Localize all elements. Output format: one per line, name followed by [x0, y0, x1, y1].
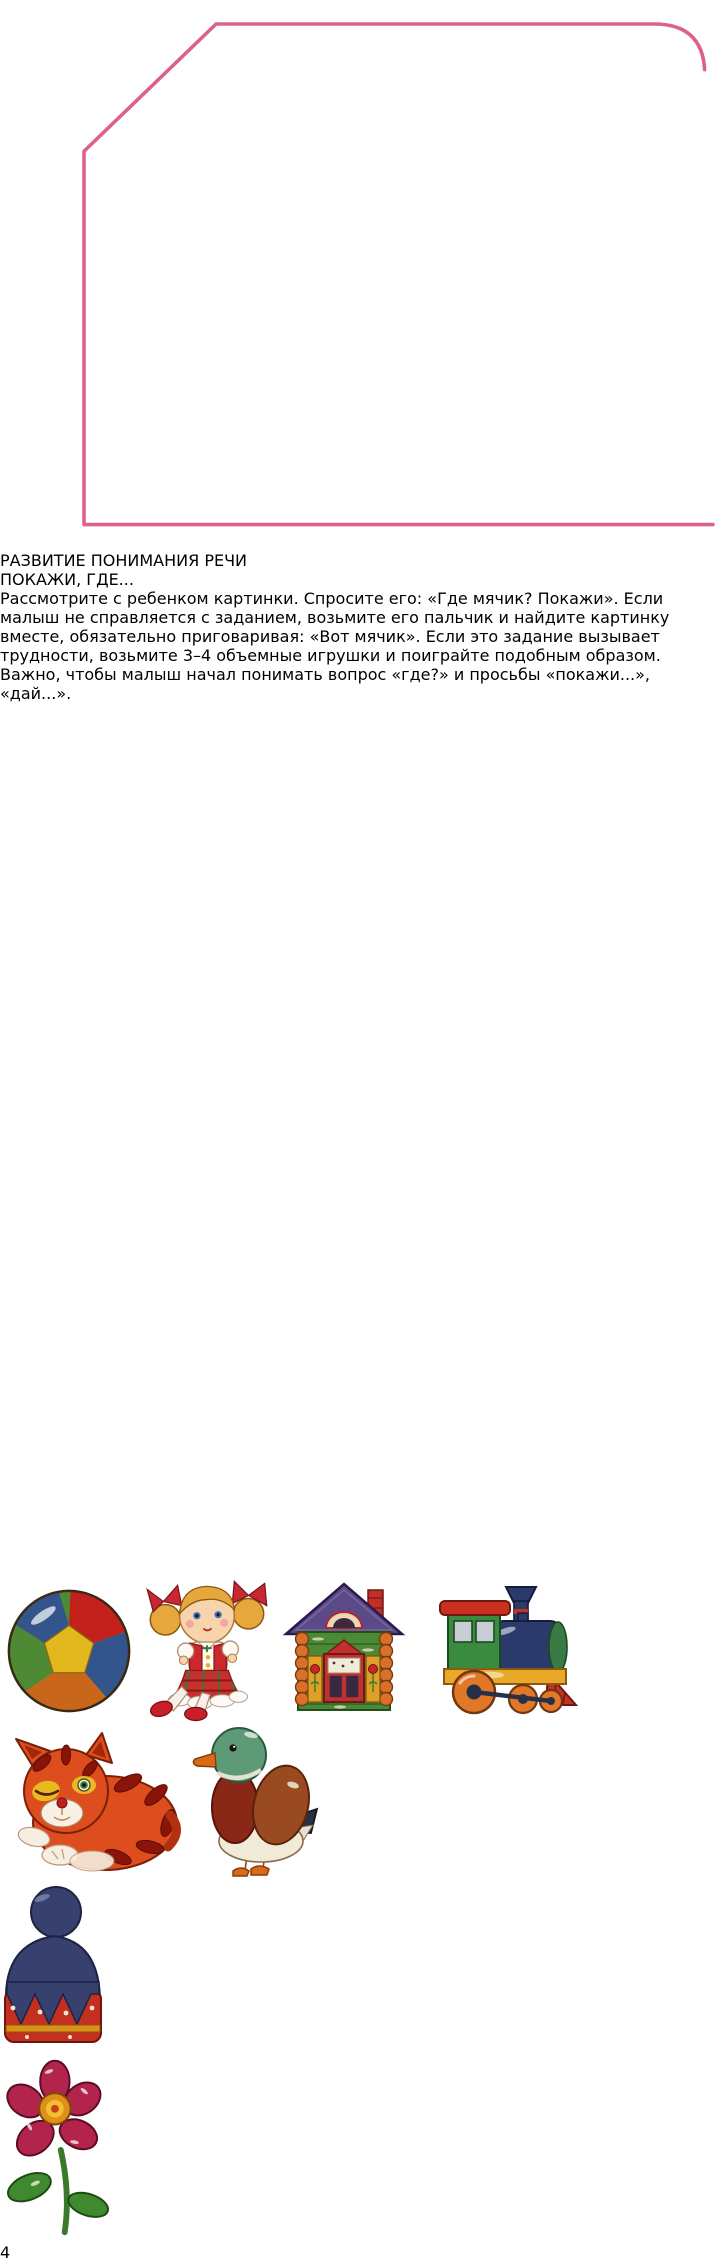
section-title: ПОКАЖИ, ГДЕ... [0, 570, 134, 590]
page-number: 4 [0, 2243, 11, 2262]
cat-illustration [0, 1733, 184, 1877]
chapter-banner [0, 551, 725, 570]
train-illustration [413, 1579, 587, 1717]
flower-illustration [0, 2055, 98, 2239]
show-through-text [0, 913, 110, 973]
hat-illustration [0, 1881, 104, 2051]
doll-illustration [143, 1557, 275, 1717]
chapter-banner-label: РАЗВИТИЕ ПОНИМАНИЯ РЕЧИ [0, 551, 248, 571]
grid-divider-vertical-2 [0, 1265, 725, 1557]
show-through-text [0, 823, 95, 913]
pink-page-frame [0, 0, 725, 547]
instructions-paragraph: Рассмотрите с ребенком картинки. Спросите его: «Где мячик? Покажи». Если малыш не справляется с заданием, возьмите его пальчик и найдите картинку вместе, обязательно приговаривая: «Вот мячик». Если это задание вызывает трудности, возьмите 3–4 объемные игрушки и поиграйте подобным образом. Важно, чтобы малыш начал понимать вопрос «где?» и просьбы «покажи...», «дай...». [0, 589, 670, 704]
show-through-text [0, 702, 131, 824]
duck-illustration [189, 1721, 317, 1877]
page-number-badge [0, 2243, 725, 2262]
house-illustration [280, 1579, 408, 1717]
ball-illustration [0, 1585, 138, 1717]
grid-divider-vertical-1 [0, 973, 725, 1265]
